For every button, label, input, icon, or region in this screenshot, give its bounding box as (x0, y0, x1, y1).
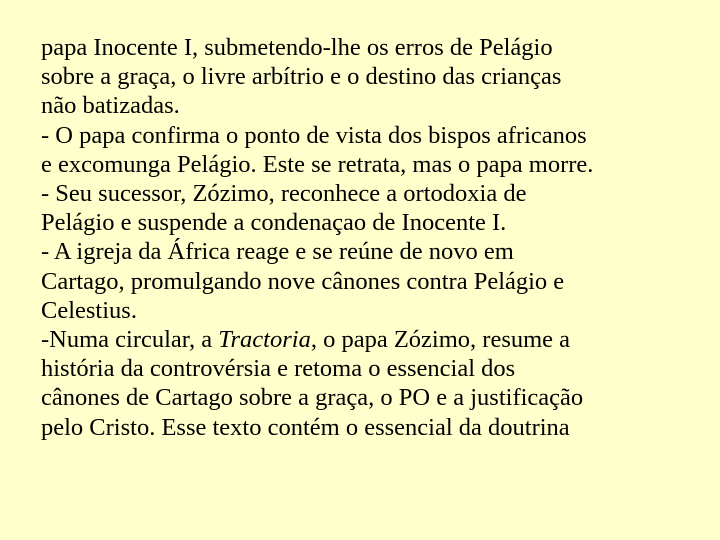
text-line: história da controvérsia e retoma o essencial dos (41, 355, 516, 383)
text-segment: -Numa circular, a (41, 326, 219, 354)
italic-title-tractoria: Tractoria (218, 326, 311, 354)
paragraph-igreja-africa (41, 237, 711, 325)
text-segment: , o papa Zózimo, resume a (310, 326, 571, 354)
text-line: Pelágio e suspende a condenaçao de Inocente I. (41, 209, 507, 237)
text-line (41, 325, 711, 354)
text-line: sobre a graça, o livre arbítrio e o destino das crianças (41, 63, 562, 91)
text-line: - O papa confirma o ponto de vista dos bispos africanos (41, 121, 587, 149)
text-line: não batizadas. (41, 92, 180, 120)
text-line: cânones de Cartago sobre a graça, o PO e a justificação (41, 384, 584, 412)
paragraph-papa-confirma (41, 121, 711, 179)
text-line: Cartago, promulgando nove cânones contra Pelágio e (41, 267, 565, 295)
paragraph-zozimo-sucessor (41, 179, 711, 237)
text-line: - Seu sucessor, Zózimo, reconhece a ortodoxia de (41, 180, 527, 208)
text-line: papa Inocente I, submetendo-lhe os erros de Pelágio (41, 34, 553, 61)
text-line: Celestius. (41, 296, 137, 324)
paragraph-pelagio-errors (41, 33, 711, 121)
paragraph-tractoria (41, 325, 711, 442)
text-line: pelo Cristo. Esse texto contém o essencial da doutrina (41, 413, 570, 441)
text-line: - A igreja da África reage e se reúne de novo em (41, 238, 514, 266)
text-line: e excomunga Pelágio. Este se retrata, mas o papa morre. (41, 150, 594, 178)
slide-text-body (41, 33, 711, 442)
